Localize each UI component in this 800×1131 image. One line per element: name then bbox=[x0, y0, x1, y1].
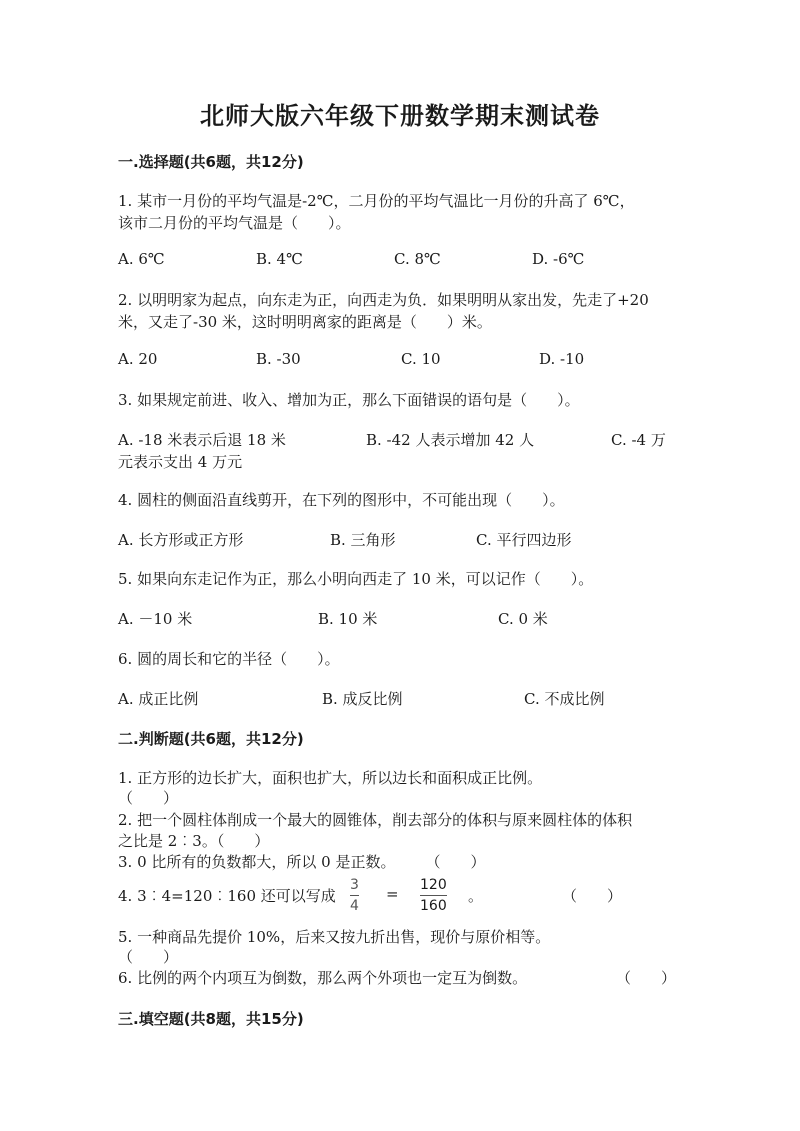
question-1-option-a: A. 6℃ bbox=[118, 250, 165, 268]
question-5-option-b: B. 10 米 bbox=[318, 610, 378, 628]
question-2-option-b: B. -30 bbox=[256, 350, 301, 368]
fraction-denominator: 4 bbox=[350, 898, 359, 914]
judge-4-equals: = bbox=[386, 885, 399, 903]
question-2-option-c: C. 10 bbox=[401, 350, 441, 368]
question-3-option-c: C. -4 万 bbox=[611, 431, 666, 449]
question-1-option-b: B. 4℃ bbox=[256, 250, 303, 268]
fraction-numerator: 3 bbox=[350, 877, 359, 893]
judge-3-text: 3. 0 比所有的负数都大，所以 0 是正数。 （ ） bbox=[118, 853, 486, 871]
judge-4-text: 4. 3︰4=120︰160 还可以写成 bbox=[118, 887, 336, 905]
judge-6-paren: （ ） bbox=[616, 969, 677, 987]
judge-2-text-cont: 之比是 2︰3。（ ） bbox=[118, 832, 270, 850]
question-4-option-c: C. 平行四边形 bbox=[476, 531, 572, 549]
fraction-bar bbox=[420, 895, 447, 896]
question-1-option-d: D. -6℃ bbox=[532, 250, 585, 268]
judge-5-paren: （ ） bbox=[118, 948, 179, 966]
question-4-option-a: A. 长方形或正方形 bbox=[118, 531, 244, 549]
question-5-option-a: A. －10 米 bbox=[118, 610, 193, 628]
question-6-text: 6. 圆的周长和它的半径（ ）。 bbox=[118, 650, 340, 668]
judge-4-fraction-3-4 bbox=[350, 877, 359, 914]
fraction-numerator: 120 bbox=[420, 877, 447, 893]
fraction-denominator: 160 bbox=[420, 898, 447, 914]
question-4-option-b: B. 三角形 bbox=[330, 531, 396, 549]
question-2-option-a: A. 20 bbox=[118, 350, 158, 368]
judge-6-text: 6. 比例的两个内项互为倒数，那么两个外项也一定互为倒数。 bbox=[118, 969, 528, 987]
question-6-option-c: C. 不成比例 bbox=[524, 690, 605, 708]
question-3-option-b: B. -42 人表示增加 42 人 bbox=[366, 431, 535, 449]
question-6-option-b: B. 成反比例 bbox=[322, 690, 403, 708]
judge-4-period: 。 bbox=[468, 887, 484, 905]
judge-1-text: 1. 正方形的边长扩大，面积也扩大，所以边长和面积成正比例。 bbox=[118, 769, 543, 787]
question-3-option-c-cont: 元表示支出 4 万元 bbox=[118, 453, 243, 471]
question-5-text: 5. 如果向东走记作为正，那么小明向西走了 10 米，可以记作（ ）。 bbox=[118, 570, 594, 588]
judge-5-text: 5. 一种商品先提价 10%，后来又按九折出售，现价与原价相等。 bbox=[118, 928, 551, 946]
judge-1-paren: （ ） bbox=[118, 789, 179, 807]
question-2-text: 2. 以明明家为起点，向东走为正，向西走为负．如果明明从家出发，先走了+20 bbox=[118, 291, 649, 309]
question-4-text: 4. 圆柱的侧面沿直线剪开，在下列的图形中，不可能出现（ ）。 bbox=[118, 491, 565, 509]
judge-2-text: 2. 把一个圆柱体削成一个最大的圆锥体，削去部分的体积与原来圆柱体的体积 bbox=[118, 811, 633, 829]
question-1-option-c: C. 8℃ bbox=[394, 250, 441, 268]
page-title: 北师大版六年级下册数学期末测试卷 bbox=[200, 102, 600, 130]
question-3-option-a: A. -18 米表示后退 18 米 bbox=[118, 431, 286, 449]
question-6-option-a: A. 成正比例 bbox=[118, 690, 199, 708]
question-2-option-d: D. -10 bbox=[539, 350, 585, 368]
question-5-option-c: C. 0 米 bbox=[498, 610, 548, 628]
section-judge-heading: 二.判断题(共6题，共12分) bbox=[118, 730, 304, 748]
fraction-bar bbox=[350, 895, 359, 896]
question-1-text: 1. 某市一月份的平均气温是-2℃，二月份的平均气温比一月份的升高了 6℃， bbox=[118, 192, 635, 210]
section-fill-heading: 三.填空题(共8题，共15分) bbox=[118, 1010, 304, 1028]
judge-4-paren: （ ） bbox=[562, 887, 623, 905]
question-3-text: 3. 如果规定前进、收入、增加为正，那么下面错误的语句是（ ）。 bbox=[118, 391, 580, 409]
question-1-text-cont: 该市二月份的平均气温是（ ）。 bbox=[118, 214, 351, 232]
section-choice-heading: 一.选择题(共6题，共12分) bbox=[118, 153, 304, 171]
judge-4-fraction-120-160 bbox=[420, 877, 447, 914]
question-2-text-cont: 米，又走了-30 米，这时明明离家的距离是（ ）米。 bbox=[118, 313, 492, 331]
